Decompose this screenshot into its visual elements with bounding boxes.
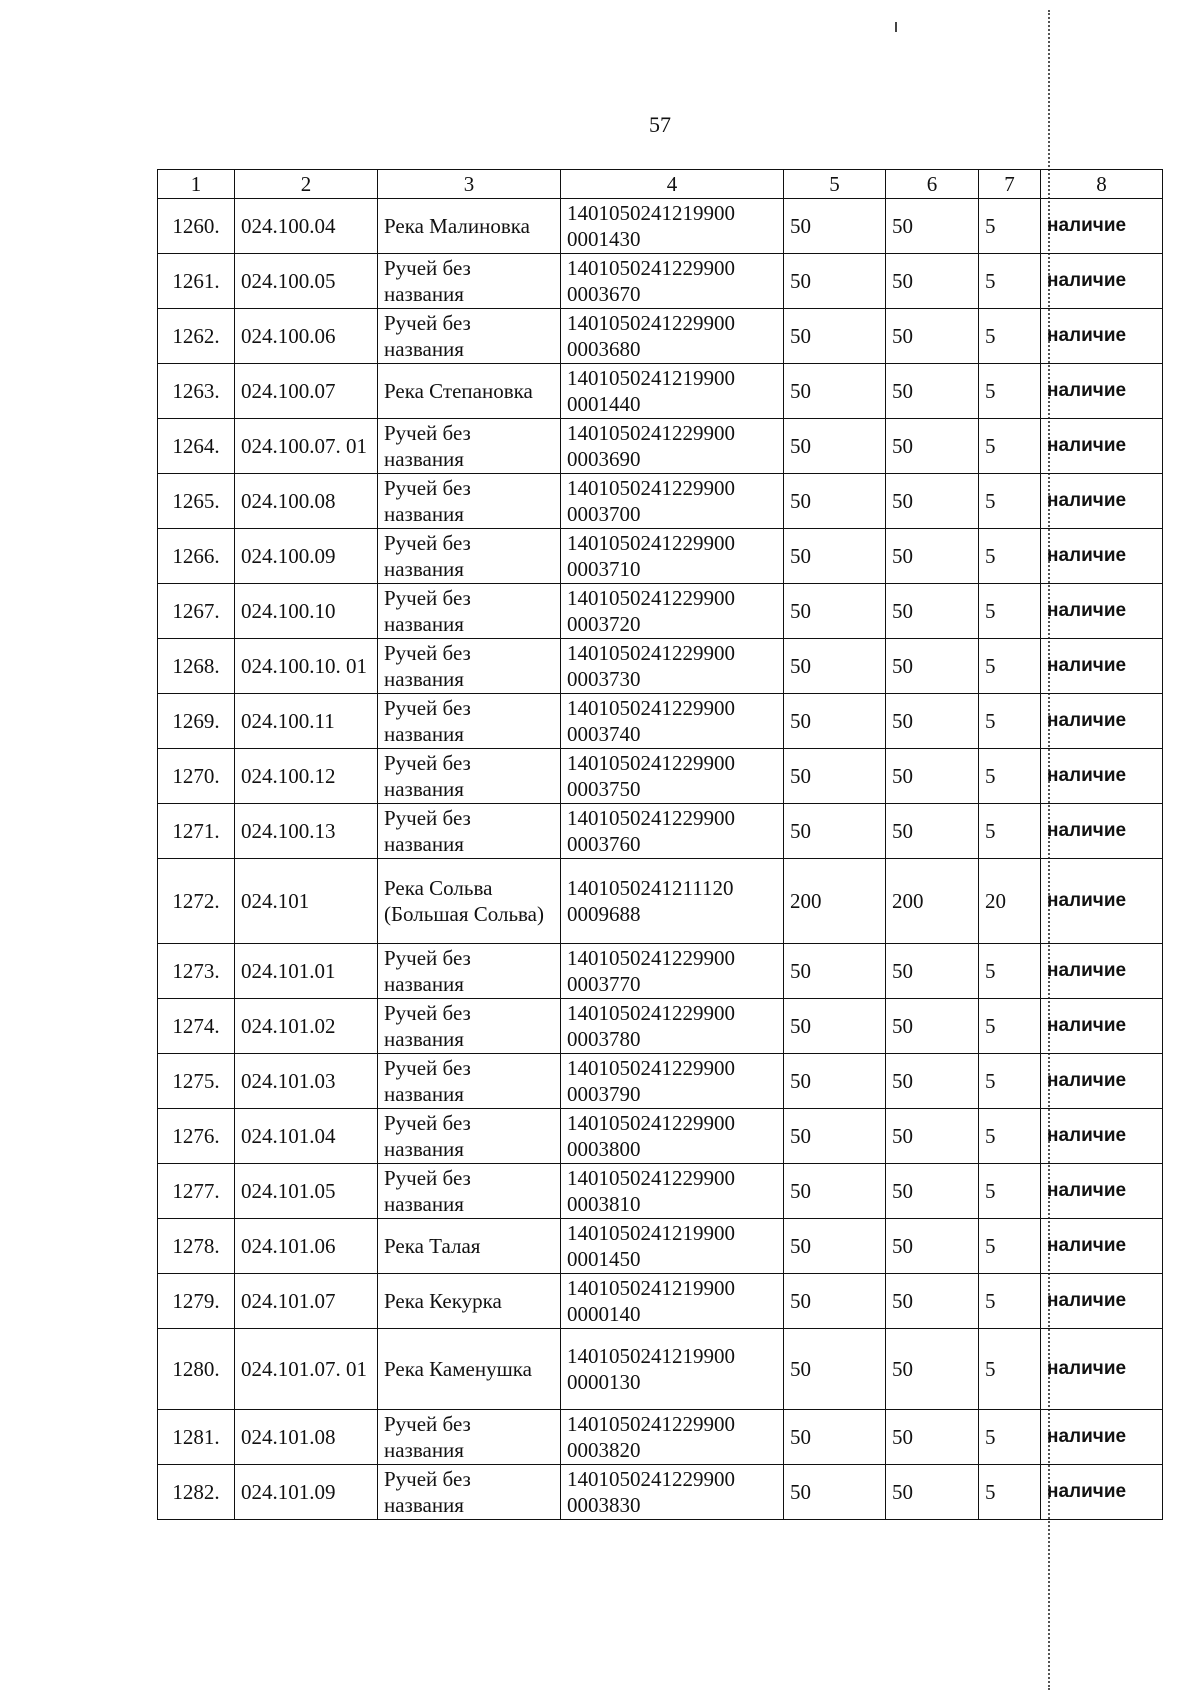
object-name: Ручей без названия — [378, 639, 561, 694]
registry-code: 1401050241229900 0003690 — [561, 419, 784, 474]
value-col-7: 5 — [979, 1410, 1041, 1465]
table-row — [158, 1410, 1163, 1465]
value-col-7: 5 — [979, 1274, 1041, 1329]
value-col-7: 5 — [979, 529, 1041, 584]
row-number: 1269. — [158, 694, 235, 749]
object-code: 024.101.02 — [235, 999, 378, 1054]
value-col-7: 5 — [979, 1109, 1041, 1164]
row-number: 1264. — [158, 419, 235, 474]
object-code: 024.101.07. 01 — [235, 1329, 378, 1410]
row-number: 1273. — [158, 944, 235, 999]
status-cell: наличие — [1041, 529, 1163, 584]
value-col-7: 5 — [979, 749, 1041, 804]
object-code: 024.100.07. 01 — [235, 419, 378, 474]
value-col-6: 50 — [886, 1109, 979, 1164]
status-cell: наличие — [1041, 584, 1163, 639]
value-col-6: 200 — [886, 859, 979, 944]
value-col-6: 50 — [886, 1054, 979, 1109]
value-col-6: 50 — [886, 419, 979, 474]
column-header-1: 1 — [158, 170, 235, 199]
row-number: 1263. — [158, 364, 235, 419]
value-col-6: 50 — [886, 1465, 979, 1520]
object-name: Река Степановка — [378, 364, 561, 419]
value-col-5: 50 — [784, 1109, 886, 1164]
column-header-8: 8 — [1041, 170, 1163, 199]
table-row — [158, 944, 1163, 999]
value-col-6: 50 — [886, 694, 979, 749]
object-code: 024.100.09 — [235, 529, 378, 584]
value-col-7: 5 — [979, 944, 1041, 999]
object-name: Ручей без названия — [378, 999, 561, 1054]
object-name: Река Сольва (Большая Сольва) — [378, 859, 561, 944]
value-col-7: 5 — [979, 1219, 1041, 1274]
object-code: 024.100.04 — [235, 199, 378, 254]
object-code: 024.100.06 — [235, 309, 378, 364]
object-name: Река Малиновка — [378, 199, 561, 254]
value-col-6: 50 — [886, 529, 979, 584]
row-number: 1280. — [158, 1329, 235, 1410]
object-name: Ручей без названия — [378, 584, 561, 639]
column-header-4: 4 — [561, 170, 784, 199]
object-code: 024.101.09 — [235, 1465, 378, 1520]
object-name: Ручей без названия — [378, 1054, 561, 1109]
table-row — [158, 1465, 1163, 1520]
value-col-7: 5 — [979, 1164, 1041, 1219]
value-col-5: 50 — [784, 1274, 886, 1329]
status-cell: наличие — [1041, 1329, 1163, 1410]
object-code: 024.100.13 — [235, 804, 378, 859]
table-row — [158, 199, 1163, 254]
object-name: Ручей без названия — [378, 474, 561, 529]
value-col-7: 5 — [979, 199, 1041, 254]
value-col-6: 50 — [886, 254, 979, 309]
table-row — [158, 584, 1163, 639]
table-header — [158, 170, 1163, 199]
status-cell: наличие — [1041, 1054, 1163, 1109]
table-row — [158, 1219, 1163, 1274]
object-name: Ручей без названия — [378, 1164, 561, 1219]
value-col-7: 5 — [979, 254, 1041, 309]
table-row — [158, 804, 1163, 859]
status-cell: наличие — [1041, 1410, 1163, 1465]
row-number: 1275. — [158, 1054, 235, 1109]
value-col-6: 50 — [886, 474, 979, 529]
table-row — [158, 1274, 1163, 1329]
object-code: 024.100.07 — [235, 364, 378, 419]
value-col-5: 50 — [784, 529, 886, 584]
value-col-6: 50 — [886, 199, 979, 254]
row-number: 1279. — [158, 1274, 235, 1329]
object-code: 024.100.10. 01 — [235, 639, 378, 694]
registry-code: 1401050241229900 0003700 — [561, 474, 784, 529]
value-col-5: 50 — [784, 1329, 886, 1410]
table-row — [158, 474, 1163, 529]
object-name: Ручей без названия — [378, 309, 561, 364]
object-code: 024.100.08 — [235, 474, 378, 529]
object-code: 024.101.05 — [235, 1164, 378, 1219]
object-code: 024.100.11 — [235, 694, 378, 749]
value-col-5: 50 — [784, 364, 886, 419]
column-header-6: 6 — [886, 170, 979, 199]
value-col-7: 5 — [979, 1054, 1041, 1109]
table-row — [158, 309, 1163, 364]
object-name: Ручей без названия — [378, 1109, 561, 1164]
status-cell: наличие — [1041, 804, 1163, 859]
object-code: 024.100.12 — [235, 749, 378, 804]
row-number: 1281. — [158, 1410, 235, 1465]
table-row — [158, 1329, 1163, 1410]
table-row — [158, 999, 1163, 1054]
table-body — [158, 199, 1163, 1520]
object-code: 024.100.05 — [235, 254, 378, 309]
value-col-7: 5 — [979, 584, 1041, 639]
status-cell: наличие — [1041, 364, 1163, 419]
row-number: 1278. — [158, 1219, 235, 1274]
status-cell: наличие — [1041, 999, 1163, 1054]
value-col-5: 50 — [784, 694, 886, 749]
registry-code: 1401050241219900 0001440 — [561, 364, 784, 419]
header-row — [158, 170, 1163, 199]
status-cell: наличие — [1041, 1109, 1163, 1164]
status-cell: наличие — [1041, 199, 1163, 254]
value-col-6: 50 — [886, 1274, 979, 1329]
value-col-5: 50 — [784, 1219, 886, 1274]
table-row — [158, 694, 1163, 749]
value-col-6: 50 — [886, 999, 979, 1054]
object-code: 024.101.06 — [235, 1219, 378, 1274]
value-col-7: 5 — [979, 694, 1041, 749]
value-col-6: 50 — [886, 749, 979, 804]
value-col-5: 50 — [784, 309, 886, 364]
table-row — [158, 254, 1163, 309]
value-col-5: 50 — [784, 749, 886, 804]
value-col-5: 50 — [784, 944, 886, 999]
registry-code: 1401050241219900 0001430 — [561, 199, 784, 254]
value-col-7: 5 — [979, 309, 1041, 364]
scan-mark — [895, 22, 897, 32]
value-col-7: 5 — [979, 474, 1041, 529]
status-cell: наличие — [1041, 1465, 1163, 1520]
value-col-5: 50 — [784, 1164, 886, 1219]
row-number: 1274. — [158, 999, 235, 1054]
value-col-6: 50 — [886, 1219, 979, 1274]
registry-code: 1401050241211120 0009688 — [561, 859, 784, 944]
value-col-6: 50 — [886, 639, 979, 694]
registry-code: 1401050241219900 0000130 — [561, 1329, 784, 1410]
value-col-7: 5 — [979, 804, 1041, 859]
value-col-6: 50 — [886, 584, 979, 639]
value-col-5: 50 — [784, 419, 886, 474]
registry-code: 1401050241219900 0001450 — [561, 1219, 784, 1274]
object-name: Ручей без названия — [378, 1410, 561, 1465]
table-row — [158, 1164, 1163, 1219]
status-cell: наличие — [1041, 309, 1163, 364]
value-col-5: 50 — [784, 1465, 886, 1520]
row-number: 1268. — [158, 639, 235, 694]
value-col-5: 50 — [784, 254, 886, 309]
value-col-6: 50 — [886, 309, 979, 364]
object-name: Река Талая — [378, 1219, 561, 1274]
table-row — [158, 859, 1163, 944]
value-col-7: 5 — [979, 1329, 1041, 1410]
status-cell: наличие — [1041, 944, 1163, 999]
value-col-5: 50 — [784, 474, 886, 529]
row-number: 1282. — [158, 1465, 235, 1520]
value-col-5: 50 — [784, 1054, 886, 1109]
value-col-5: 50 — [784, 584, 886, 639]
value-col-6: 50 — [886, 1164, 979, 1219]
row-number: 1270. — [158, 749, 235, 804]
water-bodies-table — [157, 169, 1163, 1520]
status-cell: наличие — [1041, 859, 1163, 944]
row-number: 1277. — [158, 1164, 235, 1219]
status-cell: наличие — [1041, 1164, 1163, 1219]
value-col-6: 50 — [886, 364, 979, 419]
table-row — [158, 1054, 1163, 1109]
object-name: Ручей без названия — [378, 944, 561, 999]
registry-code: 1401050241229900 0003670 — [561, 254, 784, 309]
registry-code: 1401050241229900 0003800 — [561, 1109, 784, 1164]
object-name: Ручей без названия — [378, 254, 561, 309]
object-code: 024.101.07 — [235, 1274, 378, 1329]
value-col-7: 5 — [979, 639, 1041, 694]
value-col-5: 50 — [784, 1410, 886, 1465]
registry-code: 1401050241219900 0000140 — [561, 1274, 784, 1329]
status-cell: наличие — [1041, 419, 1163, 474]
value-col-5: 50 — [784, 999, 886, 1054]
value-col-7: 5 — [979, 419, 1041, 474]
registry-code: 1401050241229900 0003750 — [561, 749, 784, 804]
registry-code: 1401050241229900 0003680 — [561, 309, 784, 364]
column-header-3: 3 — [378, 170, 561, 199]
registry-code: 1401050241229900 0003710 — [561, 529, 784, 584]
value-col-5: 50 — [784, 639, 886, 694]
registry-code: 1401050241229900 0003780 — [561, 999, 784, 1054]
object-name: Река Кекурка — [378, 1274, 561, 1329]
object-code: 024.101.04 — [235, 1109, 378, 1164]
column-header-2: 2 — [235, 170, 378, 199]
value-col-7: 20 — [979, 859, 1041, 944]
status-cell: наличие — [1041, 254, 1163, 309]
object-code: 024.101.01 — [235, 944, 378, 999]
status-cell: наличие — [1041, 474, 1163, 529]
table-row — [158, 1109, 1163, 1164]
value-col-7: 5 — [979, 1465, 1041, 1520]
table-row — [158, 529, 1163, 584]
row-number: 1266. — [158, 529, 235, 584]
row-number: 1271. — [158, 804, 235, 859]
object-name: Ручей без названия — [378, 804, 561, 859]
row-number: 1267. — [158, 584, 235, 639]
object-name: Ручей без названия — [378, 749, 561, 804]
status-cell: наличие — [1041, 694, 1163, 749]
registry-code: 1401050241229900 0003720 — [561, 584, 784, 639]
object-code: 024.101.08 — [235, 1410, 378, 1465]
object-name: Ручей без названия — [378, 1465, 561, 1520]
value-col-7: 5 — [979, 999, 1041, 1054]
object-name: Река Каменушка — [378, 1329, 561, 1410]
object-name: Ручей без названия — [378, 419, 561, 474]
status-cell: наличие — [1041, 1219, 1163, 1274]
registry-code: 1401050241229900 0003770 — [561, 944, 784, 999]
registry-code: 1401050241229900 0003820 — [561, 1410, 784, 1465]
status-cell: наличие — [1041, 639, 1163, 694]
value-col-5: 200 — [784, 859, 886, 944]
table-row — [158, 749, 1163, 804]
column-header-7: 7 — [979, 170, 1041, 199]
row-number: 1262. — [158, 309, 235, 364]
value-col-6: 50 — [886, 944, 979, 999]
row-number: 1265. — [158, 474, 235, 529]
registry-code: 1401050241229900 0003810 — [561, 1164, 784, 1219]
table-row — [158, 364, 1163, 419]
object-name: Ручей без названия — [378, 529, 561, 584]
row-number: 1260. — [158, 199, 235, 254]
registry-code: 1401050241229900 0003730 — [561, 639, 784, 694]
column-header-5: 5 — [784, 170, 886, 199]
value-col-6: 50 — [886, 1329, 979, 1410]
value-col-5: 50 — [784, 199, 886, 254]
page-number: 57 — [649, 112, 671, 137]
value-col-5: 50 — [784, 804, 886, 859]
row-number: 1276. — [158, 1109, 235, 1164]
registry-code: 1401050241229900 0003760 — [561, 804, 784, 859]
registry-code: 1401050241229900 0003790 — [561, 1054, 784, 1109]
value-col-7: 5 — [979, 364, 1041, 419]
registry-code: 1401050241229900 0003740 — [561, 694, 784, 749]
status-cell: наличие — [1041, 1274, 1163, 1329]
registry-code: 1401050241229900 0003830 — [561, 1465, 784, 1520]
object-code: 024.100.10 — [235, 584, 378, 639]
status-cell: наличие — [1041, 749, 1163, 804]
object-code: 024.101 — [235, 859, 378, 944]
table-row — [158, 639, 1163, 694]
value-col-6: 50 — [886, 804, 979, 859]
row-number: 1272. — [158, 859, 235, 944]
object-code: 024.101.03 — [235, 1054, 378, 1109]
table-row — [158, 419, 1163, 474]
row-number: 1261. — [158, 254, 235, 309]
object-name: Ручей без названия — [378, 694, 561, 749]
value-col-6: 50 — [886, 1410, 979, 1465]
